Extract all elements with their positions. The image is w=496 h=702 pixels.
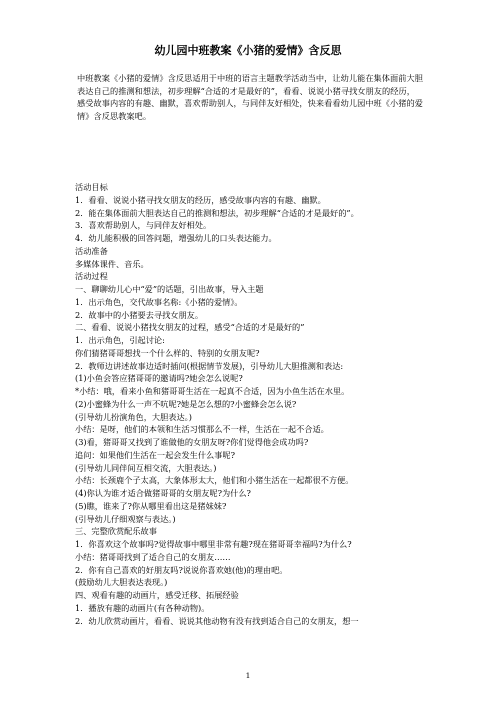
- text-line: 1．你喜欢这个故事吗?觉得故事中哪里非常有趣?现在猪哥哥幸福吗?为什么?: [75, 539, 352, 549]
- text-line: 1．看看、说说小猪寻找女朋友的经历，感受故事内容的有趣、幽默。: [75, 194, 326, 205]
- text-line: 二、看看、说说小猪找女朋友的过程，感受“合适的才是最好的”: [75, 322, 305, 333]
- text-line: 2．能在集体面前大胆表达自己的推测和想法，初步理解“合适的才是最好的”。: [75, 207, 359, 218]
- text-line: *小结：哦，看来小鱼和猪哥哥生活在一起真不合适，因为小鱼生活在水里。: [75, 386, 350, 396]
- text-line: (引导幼儿同伴间互相交流，大胆表达。): [75, 462, 217, 473]
- text-line: 4．幼儿能积极的回答问题，增强幼儿的口头表达能力。: [75, 233, 277, 243]
- page-title: 幼儿园中班教案《小猪的爱情》含反思: [154, 44, 342, 57]
- text-line: 2．故事中的小猪要去寻找女朋友。: [75, 309, 204, 320]
- text-line: 2．教师边讲述故事边适时插问(根据情节发展)，引导幼儿大胆推测和表达:: [75, 360, 344, 371]
- intro-paragraph: [77, 72, 423, 122]
- text-line: (3)看，猪哥哥又找到了谁做他的女朋友呀?你们觉得他会成功吗?: [75, 437, 309, 447]
- text-line: (引导幼儿仔细观察与表达。): [75, 513, 176, 524]
- text-line: (2)小蜜蜂为什么一声不吭呢?她是怎么想的?小蜜蜂会怎么说?: [75, 398, 297, 409]
- text-line: 活动目标: [75, 182, 108, 192]
- text-line: 追问：如果他们生活在一起会发生什么事呢?: [75, 449, 235, 460]
- page-number: 1: [245, 671, 251, 680]
- text-line: 一、聊聊幼儿心中“爱”的话题，引出故事，导入主题: [75, 284, 264, 294]
- text-line: (引导幼儿扮演角色，大胆表达。): [75, 411, 192, 422]
- text-line: 小结：长颈鹿个子太高，大象体形太大，他们和小猪生活在一起都很不方便。: [75, 475, 354, 486]
- intro-text: 中班教案《小猪的爱情》含反思适用于中班的语言主题教学活动当中，让幼儿能在集体面前大胆表达自己的推测和想法，初步理解“合适的才是最好的”，看看、说说小猪寻找女朋友的经历，感受故事内容的有趣、幽默，喜欢帮助别人，与同伴友好相处，快来看看幼儿园中班《小猪的爱情》含反思教案吧。: [77, 73, 423, 121]
- text-line: 2．你有自己喜欢的好朋友吗?说说你喜欢她(他)的理由吧。: [75, 564, 288, 575]
- text-line: 1．出示角色，引起讨论:: [75, 335, 165, 345]
- text-line: 小结：猪哥哥找到了适合自己的女朋友……: [75, 551, 231, 562]
- text-line: 活动准备: [75, 245, 108, 256]
- text-line: (鼓励幼儿大胆表达表现。): [75, 577, 168, 588]
- text-line: (4)你认为谁才适合做猪哥哥的女朋友呢?为什么?: [75, 488, 251, 498]
- text-line: 小结：是呀，他们的本领和生活习惯那么不一样，生活在一起不合适。: [75, 424, 329, 435]
- text-line: 1．播放有趣的动画片(有各种动物)。: [75, 602, 210, 613]
- text-line: 三、完整欣赏配乐故事: [75, 526, 157, 537]
- text-line: 3．喜欢帮助别人，与同伴友好相处。: [75, 220, 212, 231]
- text-line: (5)瞧，谁来了?你从哪里看出这是猪妹妹?: [75, 500, 227, 511]
- text-line: 你们猜猪哥哥想找一个什么样的、特别的女朋友呢?: [75, 347, 260, 358]
- text-line: (1)小鱼会答应猪哥哥的邀请吗?她会怎么说呢?: [75, 373, 243, 384]
- text-line: 四、观看有趣的动画片，感受迁移、拓展经验: [75, 590, 239, 600]
- text-line: 多媒体课件、音乐。: [75, 258, 149, 269]
- text-line: 1．出示角色，交代故事名称:《小猪的爱情》。: [75, 296, 243, 307]
- document-body: [75, 181, 430, 627]
- text-line: 活动过程: [75, 271, 108, 282]
- text-line: 2．幼儿欣赏动画片，看看、说说其他动物有没有找到适合自己的女朋友，想一: [75, 615, 359, 626]
